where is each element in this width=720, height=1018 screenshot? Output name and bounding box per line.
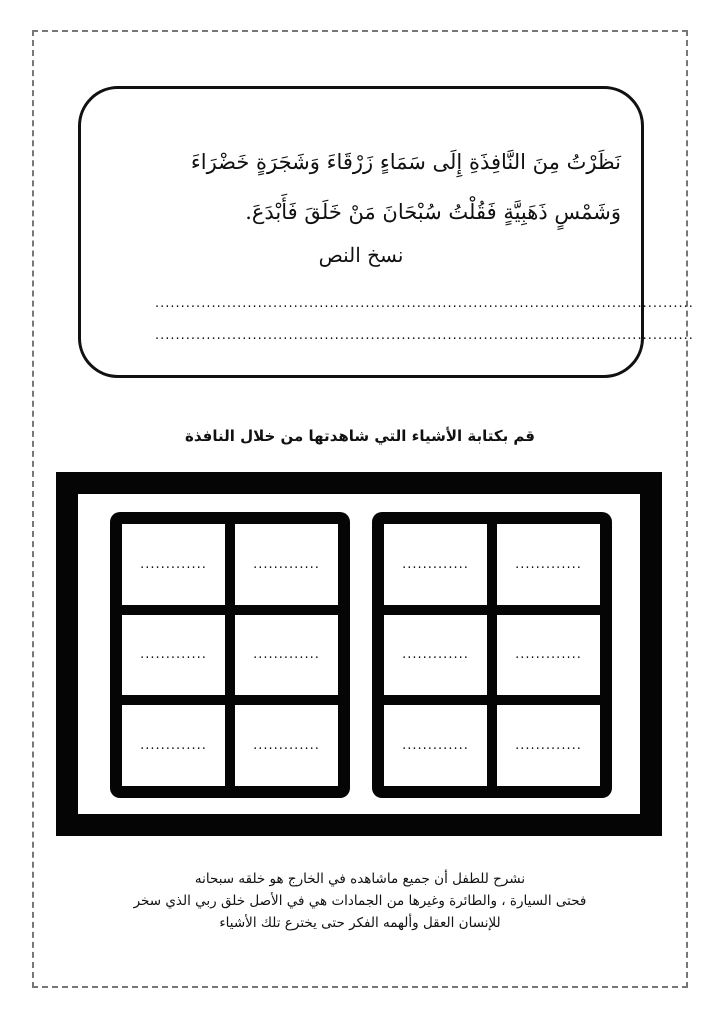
cell-blank: ............. <box>140 647 207 663</box>
window-cell[interactable] <box>497 524 600 605</box>
window-frame <box>56 472 662 836</box>
window-pane-right <box>372 512 612 798</box>
window-cell[interactable] <box>122 705 225 786</box>
window-cell[interactable] <box>497 615 600 696</box>
window-inner <box>78 494 640 814</box>
cell-blank: ............. <box>515 647 582 663</box>
cell-blank: ............. <box>140 738 207 754</box>
cell-blank: ............. <box>140 556 207 572</box>
copy-line-1[interactable]: ......................................................................................................... <box>155 296 694 311</box>
cell-blank: ............. <box>402 556 469 572</box>
cell-blank: ............. <box>402 738 469 754</box>
cell-blank: ............. <box>253 738 320 754</box>
explanation-line-2: فحتى السيارة ، والطائرة وغيرها من الجمادات هي في الأصل خلق ربي الذي سخر <box>133 893 587 909</box>
cell-blank: ............. <box>515 556 582 572</box>
window-cell[interactable] <box>235 615 338 696</box>
explanation-line-3: للإنسان العقل وألهمه الفكر حتى يخترع تلك الأشياء <box>219 915 501 931</box>
explanation-line-1: نشرح للطفل أن جميع ماشاهده في الخارج هو خلقه سبحانه <box>194 871 526 887</box>
poem-line-2: وَشَمْسٍ ذَهَبِيَّةٍ فَقُلْتُ سُبْحَانَ مَنْ خَلَقَ فَأَبْدَعَ. <box>245 200 621 224</box>
cell-blank: ............. <box>402 647 469 663</box>
cell-blank: ............. <box>253 556 320 572</box>
window-cell[interactable] <box>384 705 487 786</box>
poem-text <box>101 137 621 237</box>
copy-text-label: نسخ النص <box>318 243 404 267</box>
window-pane-left <box>110 512 350 798</box>
teacher-explanation <box>0 868 720 934</box>
window-instruction: قم بكتابة الأشياء التي شاهدتها من خلال النافذة <box>184 427 536 445</box>
poem-line-1: نَظَرْتُ مِنَ النَّافِذَةِ إِلَى سَمَاءٍ زَرْقَاءَ وَشَجَرَةٍ خَضْرَاءَ <box>190 150 621 174</box>
window-cell[interactable] <box>384 524 487 605</box>
copy-line-2[interactable]: ......................................................................................................... <box>155 328 694 343</box>
cell-blank: ............. <box>515 738 582 754</box>
window-cell[interactable] <box>122 524 225 605</box>
window-cell[interactable] <box>235 705 338 786</box>
window-cell[interactable] <box>235 524 338 605</box>
window-cell[interactable] <box>122 615 225 696</box>
reading-text-box <box>78 86 694 378</box>
cell-blank: ............. <box>253 647 320 663</box>
window-cell[interactable] <box>497 705 600 786</box>
window-cell[interactable] <box>384 615 487 696</box>
